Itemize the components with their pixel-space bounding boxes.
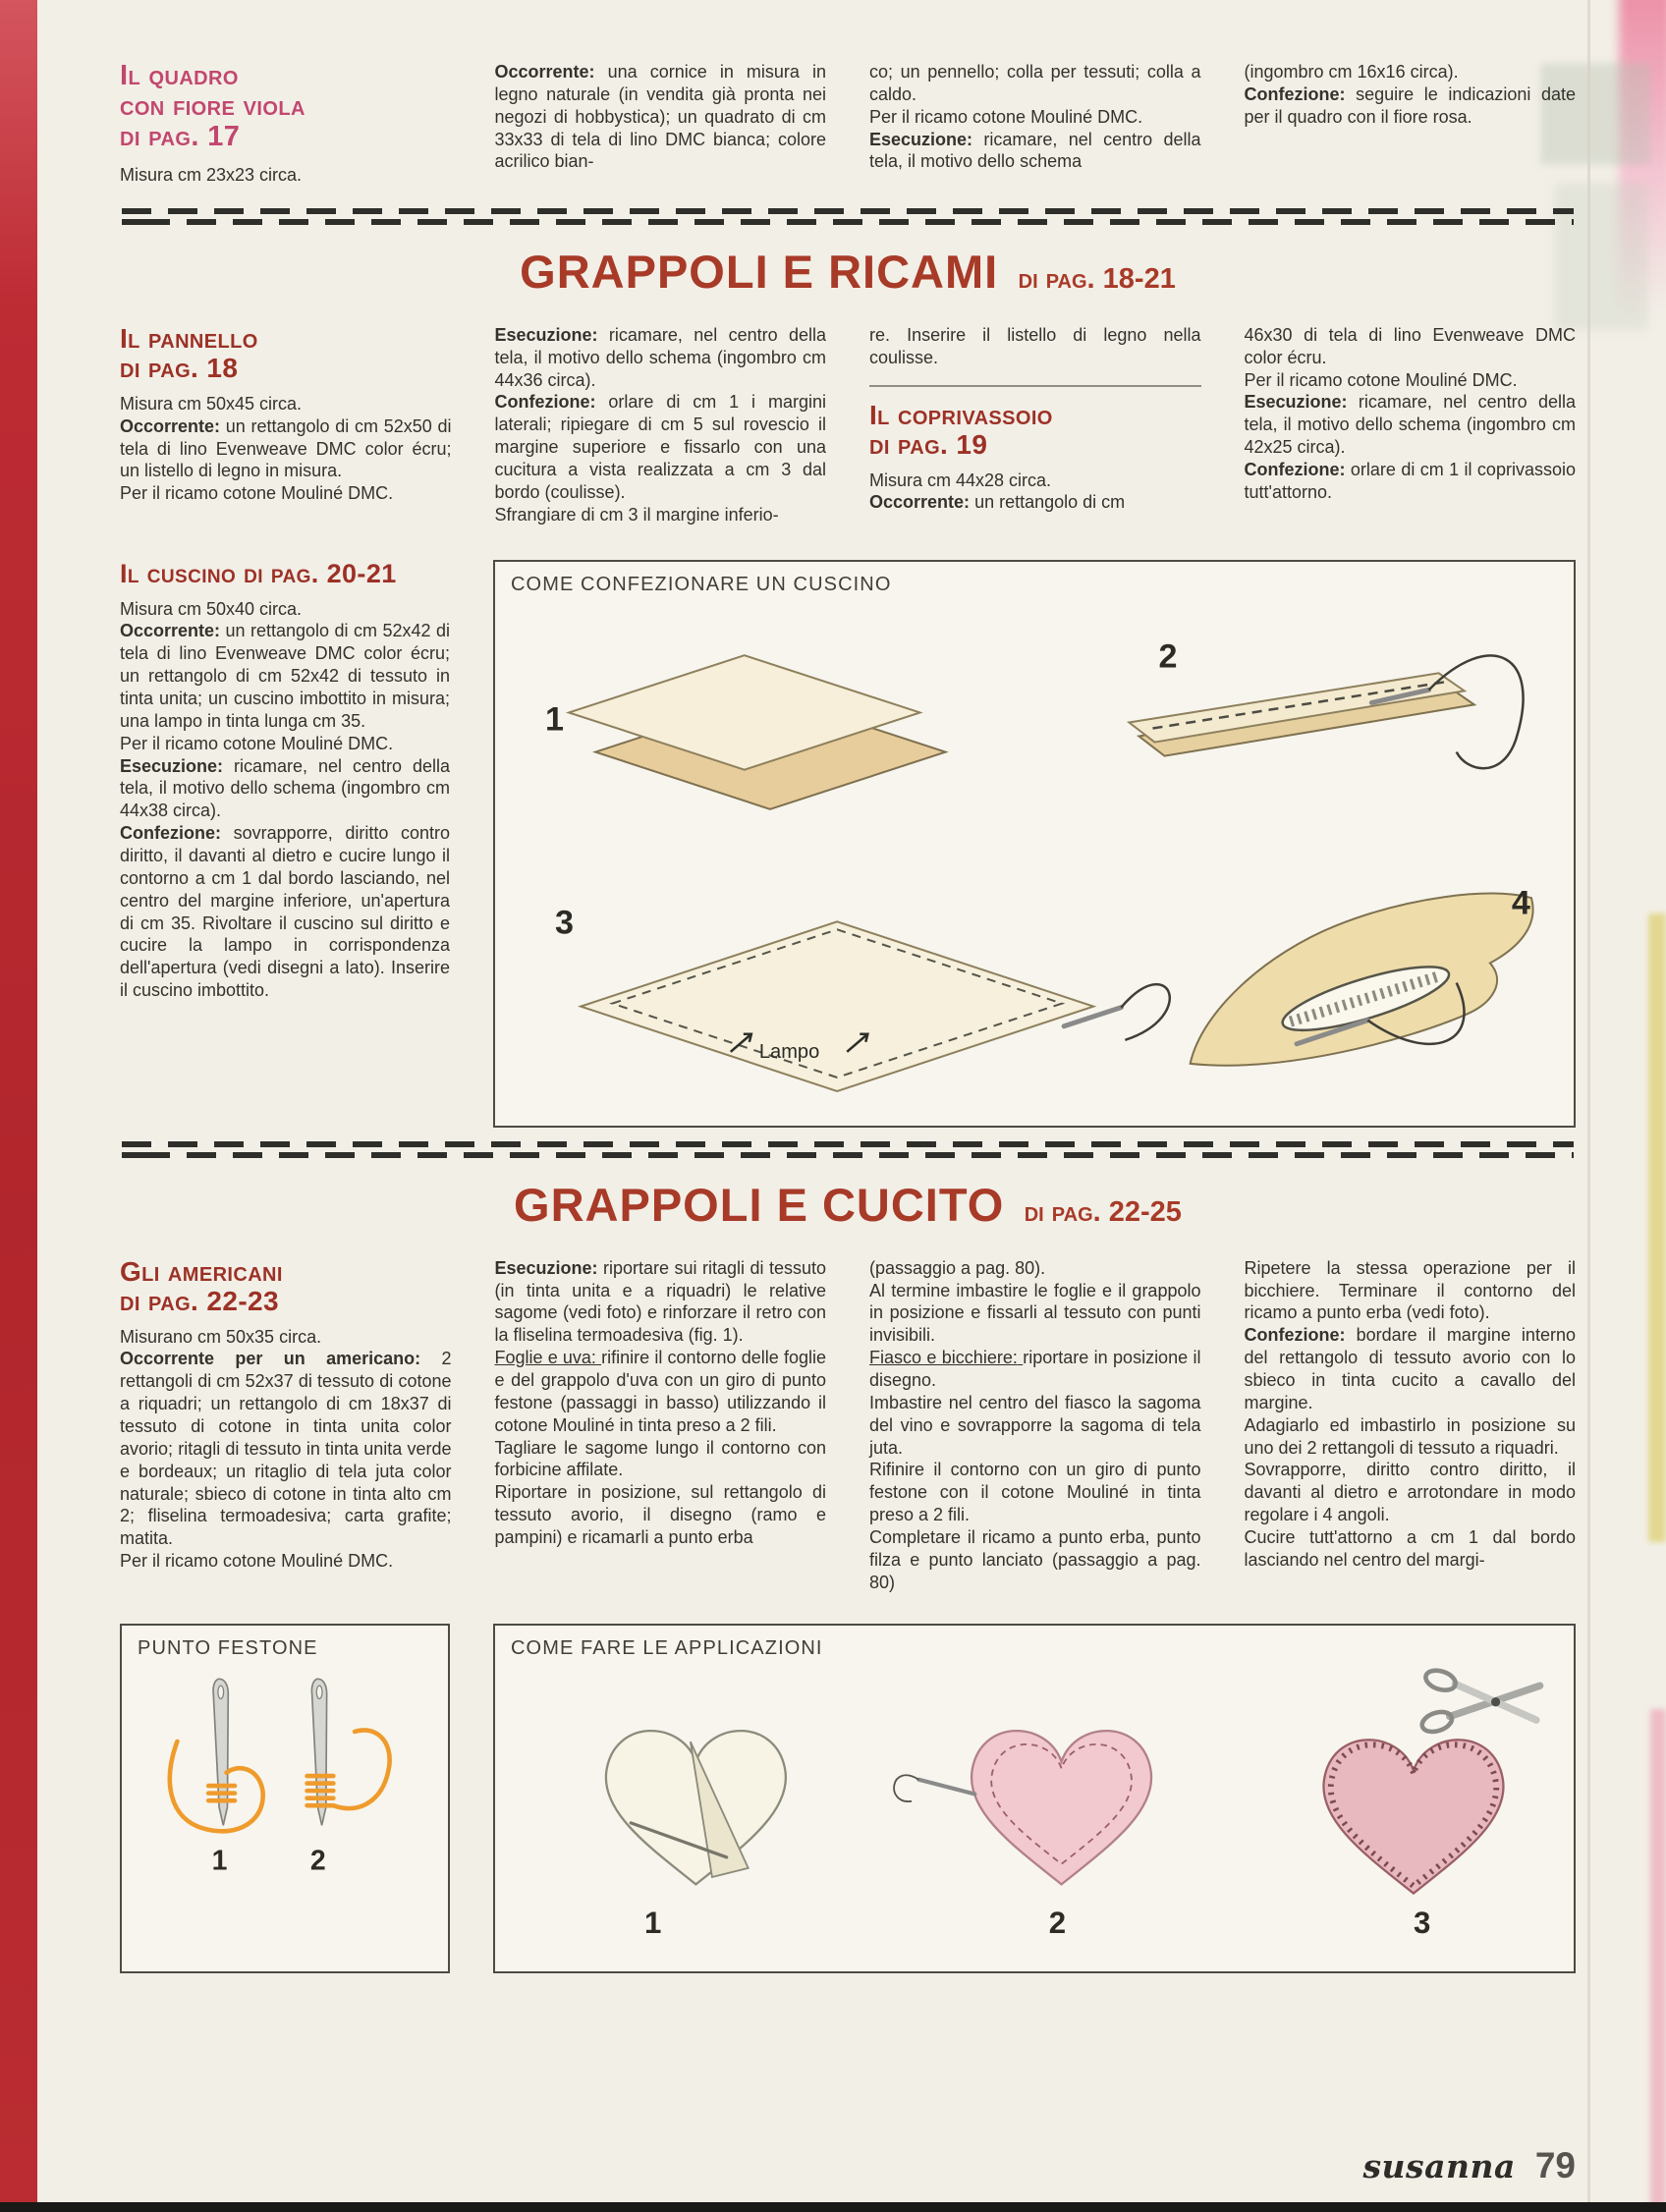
step-number: 3: [1413, 1905, 1431, 1940]
text-column: [120, 61, 452, 187]
paragraph: [495, 1347, 827, 1436]
paragraph-text: Cucire tutt'attorno a cm 1 dal bordo lasciando nel centro del margi-: [1244, 1526, 1576, 1570]
paragraph-text: Misura cm 44x28 circa.: [869, 470, 1052, 490]
paragraph-text: Per il ricamo cotone Mouliné DMC.: [120, 733, 394, 753]
cushion-step1-fabric-illustration: [569, 655, 946, 809]
paragraph-text: Sfrangiare di cm 3 il margine inferio-: [494, 504, 779, 525]
paragraph: [495, 391, 827, 503]
section-il-cuscino: [120, 560, 1576, 1128]
paragraph-lead: Occorrente:: [869, 492, 971, 513]
title-line: di pag. 18: [120, 352, 239, 383]
paragraph-text: orlare di cm 1 il coprivassoio tutt'attorno.: [1244, 460, 1576, 502]
paragraph-lead: Esecuzione:: [494, 324, 598, 345]
applicazioni-label: COME FARE LE APPLICAZIONI: [511, 1636, 823, 1659]
paragraph-text: un rettangolo di cm: [974, 492, 1126, 513]
text-column: [495, 324, 827, 526]
paragraph: [120, 755, 450, 823]
paragraph-text: un rettangolo di cm 52x50 di tela di lino Evenweave DMC color écru; un listello di legno in misura.: [120, 415, 452, 481]
paragraph-text: Ripetere la stessa operazione per il bicchiere. Terminare il contorno del ricamo a punto erba (vedi foto).: [1244, 1257, 1576, 1323]
paragraph-lead: Confezione:: [494, 392, 596, 413]
step-number: 2: [1048, 1905, 1067, 1940]
paragraph: [869, 1459, 1201, 1526]
paragraph-text: un rettangolo di cm 52x42 di tela di lino Evenweave DMC color écru; un rettangolo di cm 52x42 di tessuto in tinta unita; un cuscino imbottito in misura; una lampo in tinta lunga cm 35.: [120, 621, 450, 731]
section-header-sub: di pag. 18-21: [1018, 262, 1176, 295]
section-header-cucito: [120, 1178, 1576, 1232]
paragraph-text: Misura cm 50x40 circa.: [120, 598, 303, 619]
paragraph: [495, 1257, 827, 1347]
technique-boxes-row: [120, 1624, 1576, 1973]
section-gli-americani: [120, 1257, 1576, 1594]
heart-blanket-stitch-illustration: [1323, 1740, 1503, 1893]
heart-applique-steps-illustration: [511, 1666, 1558, 1946]
cushion-step4-zipper-sewing-illustration: [1191, 893, 1533, 1065]
page-fold-line: [1587, 0, 1590, 2212]
paragraph: [1245, 1414, 1577, 1460]
paragraph-text: ricamare, nel centro della tela, il motivo dello schema (ingombro cm 44x38 circa).: [120, 755, 450, 821]
paragraph: [869, 1392, 1201, 1460]
article-title-cuscino: [120, 560, 450, 588]
title-line: Il cuscino di pag. 20-21: [120, 558, 397, 588]
step-number: 4: [1511, 883, 1530, 921]
title-line: di pag. 22-23: [120, 1285, 280, 1316]
paragraph-text: Misura cm 50x45 circa.: [120, 393, 303, 414]
page-number: 79: [1534, 2145, 1576, 2185]
text-column: [869, 324, 1201, 526]
paragraph-lead: Confezione:: [1244, 83, 1346, 104]
step-number: 2: [309, 1844, 326, 1876]
paragraph-text: Per il ricamo cotone Mouliné DMC.: [120, 1551, 394, 1572]
paragraph-lead: Foglie e uva:: [494, 1348, 596, 1368]
step-number: 2: [1158, 636, 1178, 675]
paragraph: [120, 164, 452, 187]
needle-icon: [918, 1779, 974, 1794]
magazine-spine-stripe: [0, 0, 37, 2212]
section-header-title: GRAPPOLI E RICAMI: [520, 245, 999, 298]
step-number: 1: [644, 1905, 662, 1940]
paragraph-text: ricamare, nel centro della tela, il motivo dello schema: [869, 129, 1201, 172]
cushion-step3-zipper-seam-illustration: [581, 921, 1170, 1091]
step-number: 1: [211, 1844, 228, 1876]
thread-icon: [1121, 984, 1169, 1040]
paragraph: [120, 1326, 452, 1349]
dashed-divider: [122, 208, 1574, 225]
text-column: [1245, 324, 1577, 526]
section-header-sub: di pag. 22-25: [1024, 1195, 1182, 1228]
page-edge-artifact-yellow: [1648, 913, 1666, 1542]
heart-template-illustration: [606, 1731, 786, 1884]
title-line: di pag. 17: [120, 121, 241, 153]
text-column: [120, 324, 452, 526]
paragraph-text: Completare il ricamo a punto erba, punto filza e punto lanciato (passaggio a pag. 80): [869, 1526, 1201, 1592]
paragraph: [1245, 324, 1577, 369]
paragraph: [1245, 1324, 1577, 1413]
paragraph: [1245, 83, 1577, 129]
text-column: [1245, 1257, 1577, 1594]
article-title-americani: [120, 1257, 452, 1316]
page-edge-artifact-pink-bottom: [1650, 1709, 1666, 2212]
paragraph-text: (passaggio a pag. 80).: [869, 1257, 1046, 1278]
paragraph-text: Per il ricamo cotone Mouliné DMC.: [869, 106, 1143, 127]
paragraph-text: re. Inserire il listello di legno nella coulisse.: [869, 324, 1201, 367]
paragraph-text: riportare sui ritagli di tessuto (in tinta unita e a riquadri) le relative sagome (vedi foto) e rinforzare il retro con la fliselina termoadesiva (fig. 1).: [494, 1257, 826, 1346]
cushion-steps-illustration: [511, 602, 1558, 1095]
cushion-step2-stitching-illustration: [1129, 655, 1523, 768]
paragraph-lead: Confezione:: [120, 823, 221, 844]
paragraph: [1245, 1257, 1577, 1325]
article-title-coprivassoio: [869, 401, 1201, 460]
article-title-quadro: [120, 61, 452, 152]
paragraph: [869, 129, 1201, 174]
paragraph-text: 2 rettangoli di cm 52x37 di tessuto di cotone a riquadri; un rettangolo di cm 18x37 di tessuto di cotone in tinta unita color avorio; ritagli di tessuto in tinta unita verde e bordeaux; un ritaglio di tela juta color naturale; sbieco di cotone in tinta alto cm 2; fliselina termoadesiva; carta grafite; matita.: [120, 1349, 452, 1549]
paragraph-text: Misurano cm 50x35 circa.: [120, 1326, 322, 1347]
paragraph: [120, 1550, 452, 1573]
section-il-pannello: [120, 324, 1576, 526]
paragraph-text: Misura cm 23x23 circa.: [120, 165, 303, 186]
paragraph-text: Imbastire nel centro del fiasco la sagoma del vino e sovrapporre la sagoma di tela juta.: [869, 1392, 1201, 1458]
article-title-pannello: [120, 324, 452, 383]
paragraph-text: Tagliare le sagome lungo il contorno con forbicine affilate.: [494, 1437, 826, 1480]
paragraph: [495, 504, 827, 526]
lampo-label: Lampo: [758, 1040, 820, 1063]
paragraph: [869, 470, 1201, 492]
paragraph: [869, 491, 1201, 514]
paragraph: [869, 324, 1201, 369]
paragraph-text: riportare in posizione il disegno.: [869, 1348, 1201, 1390]
paragraph: [120, 415, 452, 483]
title-line: Il quadro: [120, 60, 239, 91]
paragraph-text: seguire le indicazioni date per il quadro con il fiore rosa.: [1244, 83, 1576, 127]
paragraph: [120, 1348, 452, 1550]
paragraph: [1245, 1459, 1577, 1526]
page-footer: [1362, 2145, 1576, 2186]
paragraph-text: sovrapporre, diritto contro diritto, il davanti al dietro e cucire lungo il contorno a cm 1 dal bordo lasciando, nel centro del margine inferiore, un'apertura di cm 35. Rivoltare il cuscino sul diritto e cucire la lampo in corrispondenza dell'apertura (vedi disegni a lato). Inserire il cuscino imbottito.: [120, 823, 450, 1001]
paragraph: [120, 620, 450, 732]
paragraph-lead: Occorrente:: [120, 415, 221, 436]
paragraph: [120, 482, 452, 505]
paragraph-text: una cornice in misura in legno naturale (in vendita già pronta nei negozi di hobbystica); un quadrato di cm 33x33 di tela di lino DMC bianca; colore acrilico bian-: [494, 62, 826, 172]
paragraph-lead: Occorrente per un americano:: [120, 1349, 421, 1369]
page-content: [120, 61, 1576, 1973]
paragraph: [495, 1481, 827, 1549]
punto-festone-label: PUNTO FESTONE: [138, 1636, 318, 1659]
text-column: [495, 61, 827, 187]
thread-icon: [1429, 655, 1524, 768]
paragraph: [120, 598, 450, 621]
paragraph: [869, 1347, 1201, 1392]
paragraph-lead: Occorrente:: [494, 62, 595, 82]
paragraph-lead: Fiasco e bicchiere:: [869, 1348, 1018, 1368]
paragraph: [1245, 459, 1577, 504]
paragraph: [1245, 391, 1577, 459]
punto-festone-box: [120, 1624, 450, 1973]
text-column: [120, 1257, 452, 1594]
paragraph: [120, 393, 452, 415]
cushion-box-label: COME CONFEZIONARE UN CUSCINO: [511, 573, 892, 595]
section-il-quadro: [120, 61, 1576, 187]
paragraph-text: Per il ricamo cotone Mouliné DMC.: [120, 483, 394, 504]
paragraph-lead: Esecuzione:: [494, 1257, 598, 1278]
title-line: Il pannello: [120, 322, 258, 354]
paragraph: [869, 106, 1201, 129]
text-column: [869, 61, 1201, 187]
paragraph: [495, 324, 827, 392]
text-column: [120, 560, 450, 1128]
paragraph: [120, 733, 450, 755]
paragraph-lead: Occorrente:: [120, 621, 221, 641]
text-column: [1245, 61, 1577, 187]
text-column: [495, 1257, 827, 1594]
paragraph: [869, 1280, 1201, 1348]
scissors-icon: [1419, 1667, 1539, 1735]
step-number: 3: [555, 903, 575, 941]
paragraph-text: Al termine imbastire le foglie e il grappolo in posizione e fissarli al tessuto con punti invisibili.: [869, 1280, 1201, 1346]
paragraph: [120, 822, 450, 1002]
paragraph-text: Sovrapporre, diritto contro diritto, il davanti al dietro e arrotondare in modo regolare i 4 angoli.: [1244, 1460, 1576, 1525]
text-column: [869, 1257, 1201, 1594]
dashed-divider: [122, 1141, 1574, 1158]
paragraph-text: 46x30 di tela di lino Evenweave DMC color écru.: [1244, 324, 1576, 367]
paragraph: [869, 1257, 1201, 1280]
paragraph-text: ricamare, nel centro della tela, il motivo dello schema (ingombro cm 42x25 circa).: [1244, 392, 1576, 458]
paragraph-text: Per il ricamo cotone Mouliné DMC.: [1244, 369, 1518, 390]
paragraph: [1245, 369, 1577, 392]
paragraph-text: rifinire il contorno delle foglie e del grappolo d'uva con un giro di punto festone (passaggi in basso) utilizzando il cotone Mouliné in tinta preso a 2 fili.: [494, 1348, 826, 1435]
scan-bottom-edge: [0, 2202, 1666, 2212]
applicazioni-box: [493, 1624, 1576, 1973]
paragraph-text: bordare il margine interno del rettangolo di tessuto avorio con lo sbieco in tinta cucito a cavallo del margine.: [1244, 1325, 1576, 1412]
magazine-logo: susanna: [1362, 2147, 1516, 2185]
paragraph-text: co; un pennello; colla per tessuti; colla a caldo.: [869, 62, 1201, 104]
title-line: Il coprivassoio: [869, 399, 1053, 430]
paragraph-text: (ingombro cm 16x16 circa).: [1244, 62, 1459, 82]
paragraph-text: Riportare in posizione, sul rettangolo di tessuto avorio, il disegno (ramo e pampini) e ricamarli a punto erba: [494, 1482, 826, 1547]
title-line: con fiore viola: [120, 90, 305, 123]
blanket-stitch-illustration: [149, 1666, 420, 1881]
column-divider-rule: [869, 385, 1201, 387]
thread-icon: [894, 1775, 918, 1801]
section-header-ricami: [120, 245, 1576, 299]
needle-icon: [213, 1679, 228, 1825]
paragraph-text: ricamare, nel centro della tela, il motivo dello schema (ingombro cm 44x36 circa).: [494, 324, 826, 390]
paragraph: [495, 61, 827, 173]
paragraph-lead: Esecuzione:: [1244, 392, 1348, 413]
section-header-title: GRAPPOLI E CUCITO: [514, 1178, 1005, 1231]
title-line: Gli americani: [120, 1255, 283, 1287]
paragraph-text: orlare di cm 1 i margini laterali; ripiegare di cm 5 sul rovescio il margine superiore e fissarlo con una cucitura a vista realizzata a cm 3 dal bordo (coulisse).: [494, 392, 826, 502]
paragraph-text: Rifinire il contorno con un giro di punto festone con il cotone Mouliné in tinta preso a 2 fili.: [869, 1460, 1201, 1525]
paragraph-lead: Esecuzione:: [120, 755, 224, 776]
heart-basting-illustration: [894, 1731, 1151, 1884]
paragraph: [869, 61, 1201, 106]
paragraph-lead: Confezione:: [1244, 460, 1346, 480]
paragraph: [1245, 61, 1577, 83]
paragraph-text: Adagiarlo ed imbastirlo in posizione su uno dei 2 rettangoli di tessuto a riquadri.: [1244, 1414, 1576, 1458]
paragraph: [869, 1526, 1201, 1594]
paragraph-lead: Esecuzione:: [869, 129, 973, 149]
cushion-diagram-box: [493, 560, 1576, 1128]
step-number: 1: [545, 700, 565, 739]
paragraph: [495, 1437, 827, 1482]
title-line: di pag. 19: [869, 428, 988, 460]
paragraph-lead: Confezione:: [1244, 1325, 1346, 1346]
paragraph: [1245, 1526, 1577, 1572]
